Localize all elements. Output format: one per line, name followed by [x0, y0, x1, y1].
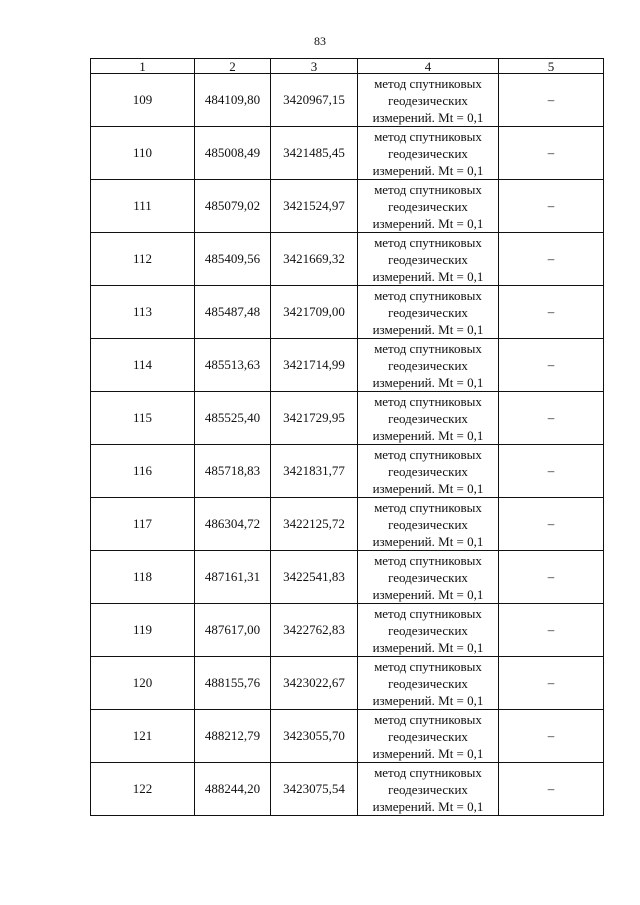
coordinate-x: 485409,56: [195, 233, 271, 286]
method-line-2: геодезических: [388, 463, 468, 479]
point-number: 111: [91, 180, 195, 233]
method-line-1: метод спутниковых: [374, 287, 482, 303]
note-cell: –: [499, 74, 604, 127]
method-description: [358, 710, 499, 763]
coordinate-x: 488212,79: [195, 710, 271, 763]
method-line-3: измерений. Mt = 0,1: [372, 639, 484, 655]
method-line-1: метод спутниковых: [374, 181, 482, 197]
method-line-3: измерений. Mt = 0,1: [372, 586, 484, 602]
table-row: [91, 286, 604, 339]
method-description: [358, 74, 499, 127]
point-number: 122: [91, 763, 195, 816]
method-line-2: геодезических: [388, 569, 468, 585]
column-header-3: 3: [271, 59, 358, 74]
point-number: 112: [91, 233, 195, 286]
coordinate-y: 3421669,32: [271, 233, 358, 286]
point-number: 115: [91, 392, 195, 445]
table-row: [91, 604, 604, 657]
column-header-1: 1: [91, 59, 195, 74]
table-row: [91, 657, 604, 710]
coordinate-x: 487617,00: [195, 604, 271, 657]
note-cell: –: [499, 498, 604, 551]
note-cell: –: [499, 763, 604, 816]
note-cell: –: [499, 445, 604, 498]
coordinate-y: 3422541,83: [271, 551, 358, 604]
method-line-3: измерений. Mt = 0,1: [372, 480, 484, 496]
point-number: 117: [91, 498, 195, 551]
method-line-2: геодезических: [388, 781, 468, 797]
note-cell: –: [499, 180, 604, 233]
coordinate-y: 3421729,95: [271, 392, 358, 445]
method-description: [358, 286, 499, 339]
note-cell: –: [499, 710, 604, 763]
method-line-1: метод спутниковых: [374, 393, 482, 409]
coordinate-x: 485008,49: [195, 127, 271, 180]
method-line-3: измерений. Mt = 0,1: [372, 798, 484, 814]
method-line-3: измерений. Mt = 0,1: [372, 321, 484, 337]
method-description: [358, 551, 499, 604]
method-line-1: метод спутниковых: [374, 340, 482, 356]
point-number: 113: [91, 286, 195, 339]
method-description: [358, 180, 499, 233]
coordinate-x: 487161,31: [195, 551, 271, 604]
method-line-1: метод спутниковых: [374, 128, 482, 144]
method-line-2: геодезических: [388, 145, 468, 161]
coordinate-x: 485718,83: [195, 445, 271, 498]
method-line-2: геодезических: [388, 92, 468, 108]
coordinate-x: 488244,20: [195, 763, 271, 816]
coordinate-x: 488155,76: [195, 657, 271, 710]
note-cell: –: [499, 286, 604, 339]
method-line-1: метод спутниковых: [374, 552, 482, 568]
method-line-2: геодезических: [388, 728, 468, 744]
table-row: [91, 180, 604, 233]
method-line-1: метод спутниковых: [374, 446, 482, 462]
column-header-2: 2: [195, 59, 271, 74]
method-line-3: измерений. Mt = 0,1: [372, 745, 484, 761]
method-description: [358, 127, 499, 180]
method-description: [358, 657, 499, 710]
method-description: [358, 763, 499, 816]
method-line-3: измерений. Mt = 0,1: [372, 162, 484, 178]
coordinate-y: 3422125,72: [271, 498, 358, 551]
coordinate-y: 3421524,97: [271, 180, 358, 233]
table-row: [91, 392, 604, 445]
method-line-2: геодезических: [388, 357, 468, 373]
coordinate-x: 486304,72: [195, 498, 271, 551]
note-cell: –: [499, 127, 604, 180]
method-line-1: метод спутниковых: [374, 234, 482, 250]
method-line-2: геодезических: [388, 675, 468, 691]
coordinate-y: 3421714,99: [271, 339, 358, 392]
method-line-1: метод спутниковых: [374, 499, 482, 515]
note-cell: –: [499, 392, 604, 445]
method-line-3: измерений. Mt = 0,1: [372, 427, 484, 443]
method-line-1: метод спутниковых: [374, 711, 482, 727]
method-description: [358, 498, 499, 551]
method-line-2: геодезических: [388, 304, 468, 320]
note-cell: –: [499, 339, 604, 392]
table-row: [91, 710, 604, 763]
method-line-1: метод спутниковых: [374, 764, 482, 780]
column-header-4: 4: [358, 59, 499, 74]
method-line-3: измерений. Mt = 0,1: [372, 215, 484, 231]
coordinate-y: 3423075,54: [271, 763, 358, 816]
point-number: 116: [91, 445, 195, 498]
table-header-row: [91, 59, 604, 74]
method-line-2: геодезических: [388, 198, 468, 214]
method-line-2: геодезических: [388, 251, 468, 267]
method-line-3: измерений. Mt = 0,1: [372, 692, 484, 708]
note-cell: –: [499, 657, 604, 710]
coordinate-y: 3421831,77: [271, 445, 358, 498]
point-number: 120: [91, 657, 195, 710]
method-line-1: метод спутниковых: [374, 75, 482, 91]
coordinate-y: 3423022,67: [271, 657, 358, 710]
table-row: [91, 233, 604, 286]
method-line-2: геодезических: [388, 622, 468, 638]
point-number: 119: [91, 604, 195, 657]
method-description: [358, 339, 499, 392]
coordinate-x: 485079,02: [195, 180, 271, 233]
note-cell: –: [499, 233, 604, 286]
coordinates-table: [90, 58, 604, 816]
point-number: 118: [91, 551, 195, 604]
point-number: 114: [91, 339, 195, 392]
method-line-2: геодезических: [388, 516, 468, 532]
coordinate-x: 485525,40: [195, 392, 271, 445]
note-cell: –: [499, 551, 604, 604]
page-number: 83: [314, 34, 326, 48]
table-row: [91, 763, 604, 816]
coordinate-y: 3421485,45: [271, 127, 358, 180]
table-row: [91, 498, 604, 551]
method-line-3: измерений. Mt = 0,1: [372, 109, 484, 125]
method-description: [358, 392, 499, 445]
table-row: [91, 74, 604, 127]
method-line-3: измерений. Mt = 0,1: [372, 533, 484, 549]
method-description: [358, 233, 499, 286]
method-line-1: метод спутниковых: [374, 605, 482, 621]
coordinate-y: 3421709,00: [271, 286, 358, 339]
coordinate-y: 3422762,83: [271, 604, 358, 657]
method-line-3: измерений. Mt = 0,1: [372, 374, 484, 390]
coordinate-x: 484109,80: [195, 74, 271, 127]
method-line-3: измерений. Mt = 0,1: [372, 268, 484, 284]
table-row: [91, 445, 604, 498]
table-row: [91, 339, 604, 392]
method-description: [358, 604, 499, 657]
point-number: 109: [91, 74, 195, 127]
method-description: [358, 445, 499, 498]
column-header-5: 5: [499, 59, 604, 74]
coordinate-x: 485513,63: [195, 339, 271, 392]
note-cell: –: [499, 604, 604, 657]
table-row: [91, 551, 604, 604]
point-number: 121: [91, 710, 195, 763]
point-number: 110: [91, 127, 195, 180]
method-line-2: геодезических: [388, 410, 468, 426]
method-line-1: метод спутниковых: [374, 658, 482, 674]
coordinate-y: 3420967,15: [271, 74, 358, 127]
coordinate-y: 3423055,70: [271, 710, 358, 763]
coordinate-x: 485487,48: [195, 286, 271, 339]
table-row: [91, 127, 604, 180]
